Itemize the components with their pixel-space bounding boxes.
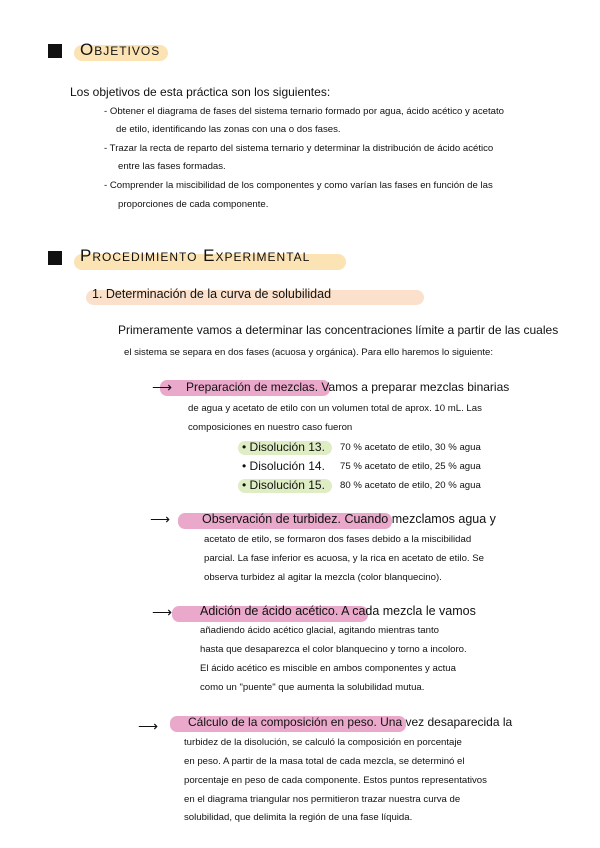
solution-composition: 80 % acetato de etilo, 20 % agua [340, 480, 481, 491]
step-title: Adición de ácido acético. A cada mezcla le vamos [200, 604, 476, 618]
step-text: composiciones en nuestro caso fueron [188, 422, 353, 433]
heading-bullet-icon [48, 44, 62, 58]
objective-item: proporciones de cada componente. [118, 199, 269, 210]
solution-composition: 70 % acetato de etilo, 30 % agua [340, 442, 481, 453]
objective-item: de etilo, identificando las zonas con una o dos fases. [116, 124, 341, 135]
step-text: solubilidad, que delimita la región de una fase líquida. [184, 812, 413, 823]
procedure-subtitle: 1. Determinación de la curva de solubilidad [92, 287, 332, 301]
arrow-right-icon: ⟶ [152, 604, 173, 620]
solution-composition: 75 % acetato de etilo, 25 % agua [340, 461, 481, 472]
step-text: de agua y acetato de etilo con un volumen total de aprox. 10 mL. Las [188, 403, 482, 414]
arrow-right-icon: ⟶ [152, 379, 173, 395]
step-text: porcentaje en peso de cada componente. Estos puntos representativos [184, 775, 487, 786]
objectives-title: Objetivos [80, 40, 161, 59]
arrow-right-icon: ⟶ [150, 511, 171, 527]
step-text: hasta que desaparezca el color blanquecino y torno a incoloro. [200, 644, 467, 655]
step-text: parcial. La fase inferior es acuosa, y la rica en acetato de etilo. Se [204, 553, 484, 564]
step-text: en el diagrama triangular nos permitieron trazar nuestra curva de [184, 794, 461, 805]
heading-bullet-icon [48, 251, 62, 265]
step-text: en peso. A partir de la masa total de cada mezcla, se determinó el [184, 756, 465, 767]
step-text: acetato de etilo, se formaron dos fases debido a la miscibilidad [204, 534, 472, 545]
step-text: El ácido acético es miscible en ambos componentes y actua [200, 663, 456, 674]
step-text: turbidez de la disolución, se calculó la composición en porcentaje [184, 737, 462, 748]
objective-item: - Obtener el diagrama de fases del sistema ternario formado por agua, ácido acético y acetato [104, 106, 504, 117]
step-text: como un "puente" que aumenta la solubilidad mutua. [200, 682, 425, 693]
step-text: añadiendo ácido acético glacial, agitando mientras tanto [200, 625, 439, 636]
step-title: Preparación de mezclas. Vamos a preparar mezclas binarias [186, 380, 510, 394]
objectives-intro: Los objetivos de esta práctica son los siguientes: [70, 85, 331, 99]
arrow-right-icon: ⟶ [138, 718, 159, 734]
step-title: Cálculo de la composición en peso. Una vez desaparecida la [188, 715, 513, 729]
objective-item: - Trazar la recta de reparto del sistema ternario y determinar la distribución de ácido acético [104, 143, 494, 154]
step-title: Observación de turbidez. Cuando mezclamos agua y [202, 512, 496, 526]
solution-name: • Disolución 15. [242, 478, 325, 492]
procedure-title: Procedimiento Experimental [80, 246, 311, 265]
solution-name: • Disolución 13. [242, 440, 325, 454]
step-text: observa turbidez al agitar la mezcla (color blanquecino). [204, 572, 442, 583]
procedure-intro: el sistema se separa en dos fases (acuosa y orgánica). Para ello haremos lo siguiente: [124, 347, 494, 358]
solution-name: • Disolución 14. [242, 459, 325, 473]
objective-item: - Comprender la miscibilidad de los componentes y como varían las fases en función de las [104, 180, 493, 191]
procedure-intro: Primeramente vamos a determinar las concentraciones límite a partir de las cuales [118, 323, 559, 337]
objective-item: entre las fases formadas. [118, 161, 226, 172]
